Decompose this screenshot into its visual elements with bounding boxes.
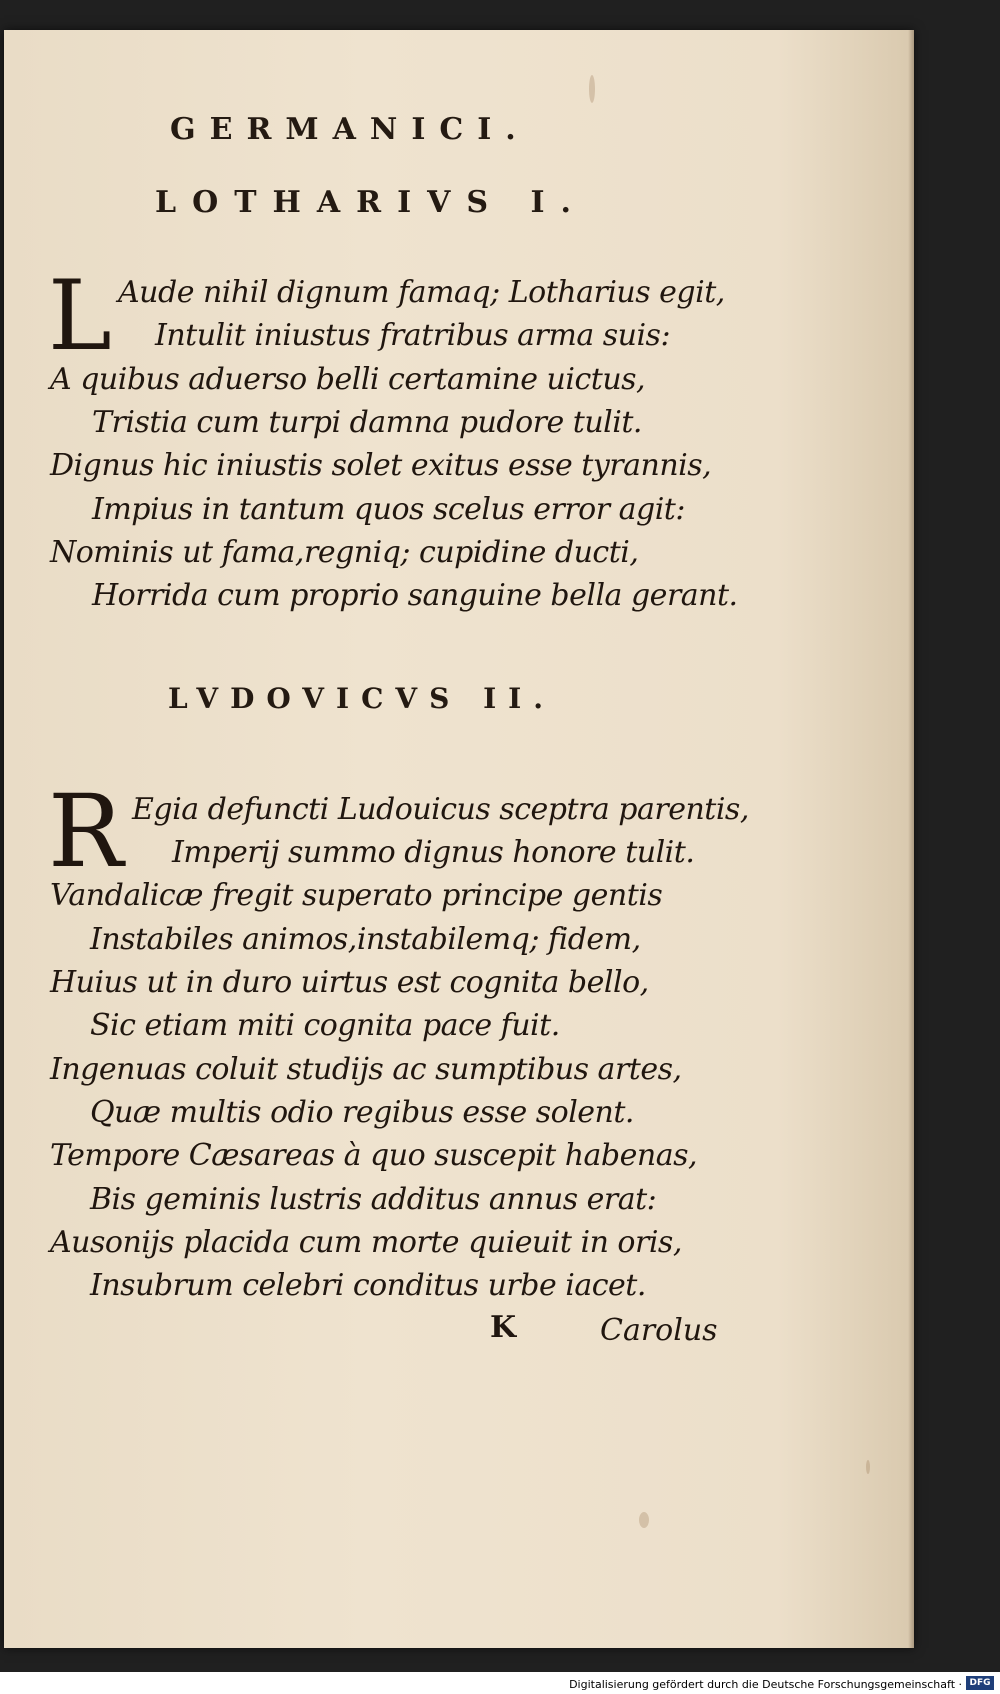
verse-line: Horrida cum proprio sanguine bella gerant. (92, 578, 738, 613)
drop-cap: L (48, 260, 112, 372)
verse-line: Huius ut in duro uirtus est cognita bello, (50, 965, 649, 1000)
paper-stain (589, 75, 595, 103)
paper-stain (866, 1460, 870, 1474)
dfg-logo-icon: DFG (966, 1676, 994, 1690)
footer-credit: Digitalisierung gefördert durch die Deutsche Forschungsgemeinschaft · (569, 1678, 962, 1691)
running-head: GERMANICI. (170, 112, 530, 147)
verse-line: Bis geminis lustris additus annus erat: (90, 1182, 657, 1217)
catchword: Carolus (600, 1313, 718, 1348)
paper-stain (639, 1512, 649, 1528)
verse-line: Instabiles animos,instabilemq; fidem, (90, 922, 641, 957)
verse-line: Aude nihil dignum famaq; Lotharius egit, (118, 275, 725, 310)
verse-line: Sic etiam miti cognita pace fuit. (90, 1008, 560, 1043)
verse-line: Ausonijs placida cum morte quieuit in oris, (50, 1225, 682, 1260)
verse-line: Quæ multis odio regibus esse solent. (90, 1095, 634, 1130)
page-edge-shadow (908, 30, 914, 1648)
verse-line: Imperij summo dignus honore tulit. (172, 835, 695, 870)
section-title-ludovicus: LVDOVICVS II. (168, 682, 556, 715)
verse-line: Nominis ut fama,regniq; cupidine ducti, (50, 535, 639, 570)
verse-line: Impius in tantum quos scelus error agit: (92, 492, 685, 527)
drop-cap: R (48, 773, 124, 890)
section-title-lotharius: LOTHARIVS I. (155, 185, 587, 220)
footer-bar (0, 1672, 1000, 1694)
verse-line: Insubrum celebri conditus urbe iacet. (90, 1268, 646, 1303)
verse-line: Tristia cum turpi damna pudore tulit. (92, 405, 642, 440)
signature-mark: K (490, 1310, 517, 1345)
verse-line: Intulit iniustus fratribus arma suis: (155, 318, 671, 353)
verse-line: Ingenuas coluit studijs ac sumptibus artes, (50, 1052, 682, 1087)
verse-line: Vandalicæ fregit superato principe gentis (50, 878, 663, 913)
verse-line: Dignus hic iniustis solet exitus esse tyrannis, (50, 448, 712, 483)
verse-line: Egia defuncti Ludouicus sceptra parentis, (132, 792, 749, 827)
verse-line: A quibus aduerso belli certamine uictus, (50, 362, 646, 397)
verse-line: Tempore Cæsareas à quo suscepit habenas, (50, 1138, 698, 1173)
